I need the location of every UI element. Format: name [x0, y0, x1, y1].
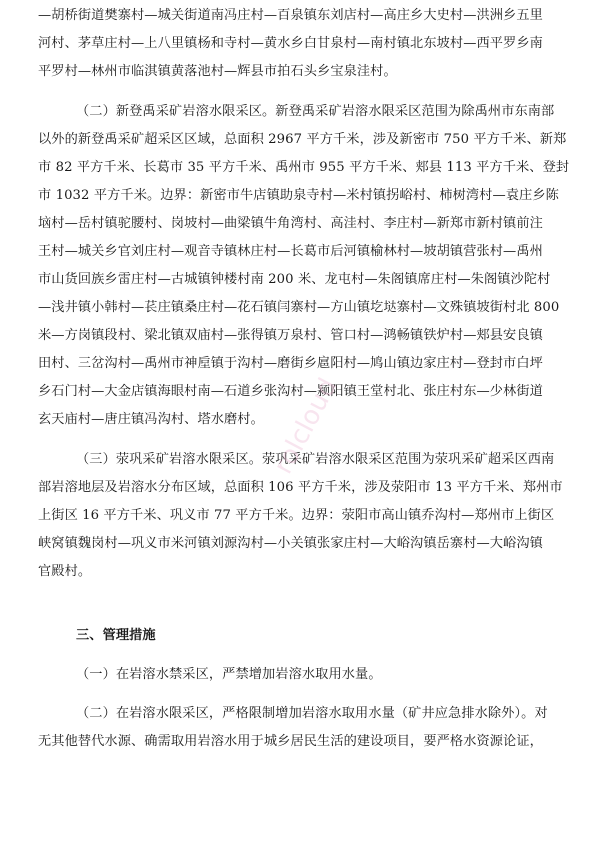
section-heading: 三、管理措施 [76, 628, 156, 643]
text-line: 部岩溶地层及岩溶水分布区域，总面积 106 平方千米，涉及荥阳市 13 平方千米、郑州市 [38, 480, 563, 495]
text-line: 河村、茅草庄村—上八里镇杨和寺村—黄水乡白甘泉村—南村镇北东坡村—西平罗乡南 [38, 36, 543, 51]
text-line: 玄天庙村—唐庄镇冯沟村、塔水磨村。 [38, 412, 264, 427]
text-line: 米—方岗镇段村、梁北镇双庙村—张得镇万泉村、管口村—鸿畅镇铁炉村—郏县安良镇 [38, 328, 543, 343]
text-line: 无其他替代水源、确需取用岩溶水用于城乡居民生活的建设项目，要严格水资源论证， [38, 734, 543, 749]
text-line: 王村—城关乡官刘庄村—观音寺镇林庄村—长葛市后河镇榆林村—坡胡镇营张村—禹州 [38, 244, 543, 259]
text-line: 垴村—岳村镇驼腰村、岗坡村—曲梁镇牛角湾村、高洼村、李庄村—新郑市新村镇前注 [38, 216, 543, 231]
paragraph-start: （一）在岩溶水禁采区，严禁增加岩溶水取用水量。 [76, 667, 382, 682]
text-line: —浅井镇小韩村—苌庄镇桑庄村—花石镇闫寨村—方山镇圪垯寨村—文殊镇坡街村北 800 [38, 300, 560, 315]
text-line: 市山货回族乡雷庄村—古城镇钟楼村南 200 米、龙屯村—朱阁镇席庄村—朱阁镇沙陀村 [38, 272, 551, 287]
text-line: 市 82 平方千米、长葛市 35 平方千米、禹州市 955 平方千米、郏县 113 平方千米、登封 [38, 160, 570, 175]
text-line: 官殿村。 [38, 564, 92, 579]
watermark-text: rolcloud [268, 373, 344, 479]
text-line: 田村、三岔沟村—禹州市神垕镇于沟村—磨街乡扈阳村—鸠山镇边家庄村—登封市白坪 [38, 356, 543, 371]
text-line: 市 1032 平方千米。边界：新密市牛店镇助泉寺村—米村镇拐峪村、柿树湾村—袁庄乡陈 [38, 188, 559, 203]
text-line: 峡窝镇魏岗村—巩义市米河镇刘源沟村—小关镇张家庄村—大峪沟镇岳寨村—大峪沟镇 [38, 536, 543, 551]
paragraph-start: （二）新登禹采矿岩溶水限采区。新登禹采矿岩溶水限采区范围为除禹州市东南部 [76, 104, 555, 119]
text-line: 乡石门村—大金店镇海眼村南—石道乡张沟村—颍阳镇王堂村北、张庄村东—少林街道 [38, 384, 543, 399]
text-line: 上街区 16 平方千米、巩义市 77 平方千米。边界：荥阳市高山镇乔沟村—郑州市上街区 [38, 508, 555, 523]
paragraph-start: （三）荥巩采矿岩溶水限采区。荥巩采矿岩溶水限采区范围为荥巩采矿超采区西南 [76, 452, 555, 467]
text-line: 平罗村—林州市临淇镇黄落池村—辉县市拍石头乡宝泉洼村。 [38, 64, 397, 79]
paragraph-start: （二）在岩溶水限采区，严格限制增加岩溶水取用水量（矿井应急排水除外）。对 [76, 706, 548, 721]
text-line: —胡桥街道樊寨村—城关街道南冯庄村—百泉镇东刘店村—高庄乡大史村—洪洲乡五里 [38, 8, 543, 23]
text-line: 以外的新登禹采矿超采区区域，总面积 2967 平方千米，涉及新密市 750 平方千米、新郑 [38, 132, 567, 147]
